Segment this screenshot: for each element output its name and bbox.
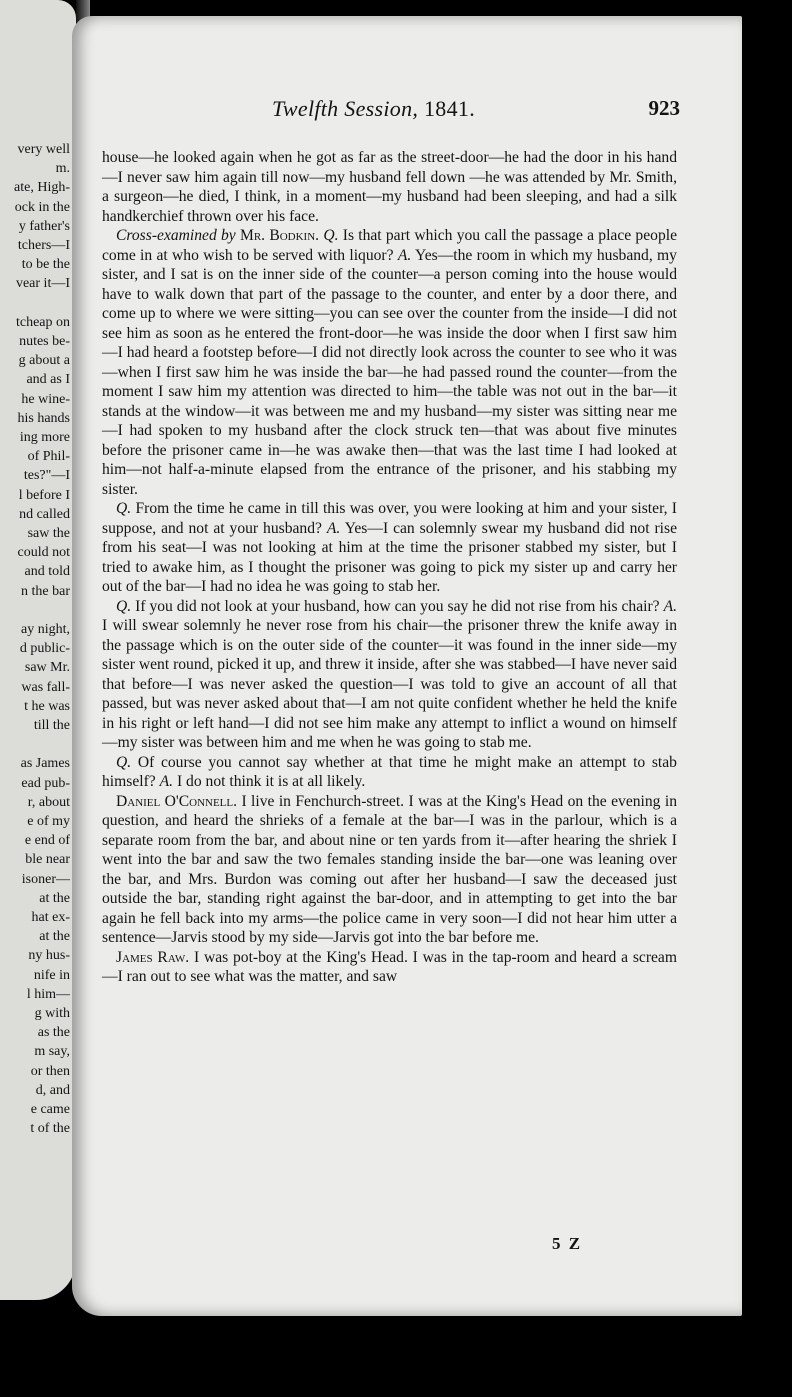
page-number: 923 — [648, 96, 680, 120]
left-page-line: y father's — [18, 218, 70, 234]
left-page-line: to be the — [21, 257, 70, 273]
left-page-line: he wine- — [21, 391, 70, 407]
witness-name: James Raw. — [116, 948, 190, 966]
left-page-line: n the bar — [21, 583, 70, 599]
left-page-line: hat ex- — [31, 910, 70, 925]
page-body — [102, 148, 677, 987]
left-page-line: or then — [30, 1063, 70, 1079]
left-page-fragment — [0, 0, 76, 1300]
paragraph: Q. Of course you cannot say whether at that time he might make an attempt to stab himself? A. I do not think it is at all likely. — [102, 753, 677, 790]
left-page-line: t of the — [30, 1121, 70, 1137]
left-page-line: ny hus- — [28, 948, 70, 964]
left-page-line: and as I — [26, 372, 70, 388]
paragraph: James Raw. I was pot-boy at the King's Head. I was in the tap-room and heard a scream—I ran out to see what was the matter, and saw — [102, 948, 677, 985]
left-page-line: vear it—I — [15, 276, 70, 292]
left-page-line: g about a — [18, 353, 70, 369]
left-page-line: saw the — [27, 526, 70, 541]
counsel-name: Mr. Bodkin. — [239, 227, 320, 244]
left-page-line: nutes be- — [19, 334, 70, 349]
left-page-line: nd called — [19, 506, 70, 522]
witness-name: Daniel O'Connell. — [116, 792, 238, 810]
paragraph: Cross-examined by Mr. Bodkin. Q. Is that part which you call the passage a place people come in at who wish to be served with liquor? A. Yes—the room in which my husband, my sister, and I sat is on the inner side of the counter—a person coming into the house would have to walk down that part of the passage to the counter, and enter by a door there, and come up to where we were sitting—you can see over the counter from the inside—I did not see him as soon as he entered the front-door—he was inside the door when I first saw him—I had heard a footstep before—I did not directly look across the counter to see who it was—when I first saw him he was inside the bar—he had passed round the counter—from the moment I saw him my attention was directed to him—the table was not out in the bar—it stands at the window—it was between me and my husband—my sister was sitting near me—I had spoken to my husband after the clock struck ten—that was about five minutes before the prisoner came in—he was awake then—that was the last time I had looked at him—not half-a-minute elapsed from the entrance of the prisoner, and his stabbing my sister. — [102, 227, 677, 498]
left-page-line: ock in the — [14, 199, 70, 215]
paragraph: Q. From the time he came in till this was over, you were looking at him and your sister, I suppose, and not at your husband? A. Yes—I can solemnly swear my husband did not rise from his seat—I was not looking at him at the time the prisoner stabbed my sister, but I tried to awake him, as I thought the prisoner was going to pick my sister up and carry her out of the bar—I had no idea he was going to stab her. — [102, 500, 678, 595]
left-page-line: t he was — [24, 698, 70, 714]
left-page-line: d public- — [19, 641, 70, 657]
left-page-line: e came — [30, 1102, 70, 1117]
running-head-title: Twelfth Session, — [272, 96, 419, 121]
paragraph: Daniel O'Connell. I live in Fenchurch-street. I was at the King's Head on the evening in question, and heard the shrieks of a female at the bar—I was in the parlour, which is a separate room from the bar, and about nine or ten yards from it—after hearing the shriek I went into the bar and saw the two females standing inside the bar—one was leaning over the bar, and Mrs. Burdon was coming out after her husband—I saw the deceased just outside the bar, standing right against the bar-door, and in attempting to get into the bar again he fell back into my arms—the police came in very soon—I did not hear him utter a sentence—Jarvis stood by my side—Jarvis got into the bar before me. — [102, 792, 678, 946]
left-page-line: g with — [34, 1006, 70, 1021]
left-page-line: tchers—I — [17, 238, 70, 253]
scan-border — [742, 0, 792, 1397]
left-page-line: saw Mr. — [24, 660, 70, 676]
left-page-line: his hands — [17, 410, 70, 426]
left-page-line: as the — [37, 1025, 70, 1041]
left-page-line: ing more — [19, 430, 70, 445]
left-page-line: and told — [24, 564, 70, 580]
left-page-line: e of my — [27, 814, 70, 829]
left-page-line: ate, High- — [14, 180, 70, 196]
paragraph: Q. If you did not look at your husband, how can you say he did not rise from his chair? A. I will swear solemnly he never rose from his chair—the prisoner threw the knife away in the passage which is on the outer side of the counter—it was found in the inner side—my sister went round, picked it up, and threw it inside, after she was stabbed—I have never said that before—I was never asked the question—I was told to give an account of all that passed, but was never asked about that—I am not quite confident whether he held the knife in his right or left hand—I did not see him make any attempt to inflict a wound on himself—my sister was between him and me when he was going to stab me. — [102, 597, 677, 751]
left-page-line: l him— — [26, 986, 70, 1002]
left-page-line: could not — [17, 545, 70, 561]
signature-mark: 5 Z — [552, 1234, 583, 1253]
left-page-line: very well — [17, 142, 70, 157]
page-header — [72, 96, 742, 126]
left-page-line: m. — [55, 161, 70, 177]
left-page-line: r, about — [27, 794, 70, 810]
left-page-line: ead pub- — [21, 775, 70, 791]
left-page-line: m say, — [34, 1044, 70, 1060]
left-page-line: at the — [39, 890, 70, 906]
left-page-line: as James — [20, 756, 70, 772]
left-page-line: ble near — [25, 852, 70, 868]
left-page-line: at the — [39, 929, 70, 945]
left-page-line: till the — [33, 718, 70, 733]
left-page-line: isoner— — [21, 871, 70, 887]
left-page-line: l before I — [18, 487, 70, 503]
left-page-line: ay night, — [21, 622, 70, 637]
paragraph: house—he looked again when he got as far as the street-door—he had the door in his hand—I never saw him again till now—my husband fell down —he was attended by Mr. Smith, a surgeon—he died, I think, in a moment—my husband had been sleeping, and had a silk handkerchief thrown over his face. — [102, 149, 677, 225]
running-head-year: 1841. — [424, 96, 475, 121]
left-page-line: of Phil- — [27, 449, 70, 465]
left-page-line: nife in — [33, 967, 70, 983]
left-page-line: was fall- — [21, 679, 70, 695]
left-page-line: d, and — [35, 1082, 70, 1098]
running-head — [272, 96, 475, 122]
left-page-line: e end of — [24, 833, 70, 849]
left-page-line: tes?"—I — [23, 468, 70, 484]
left-page-line: tcheap on — [15, 314, 70, 330]
document-page — [72, 16, 742, 1316]
